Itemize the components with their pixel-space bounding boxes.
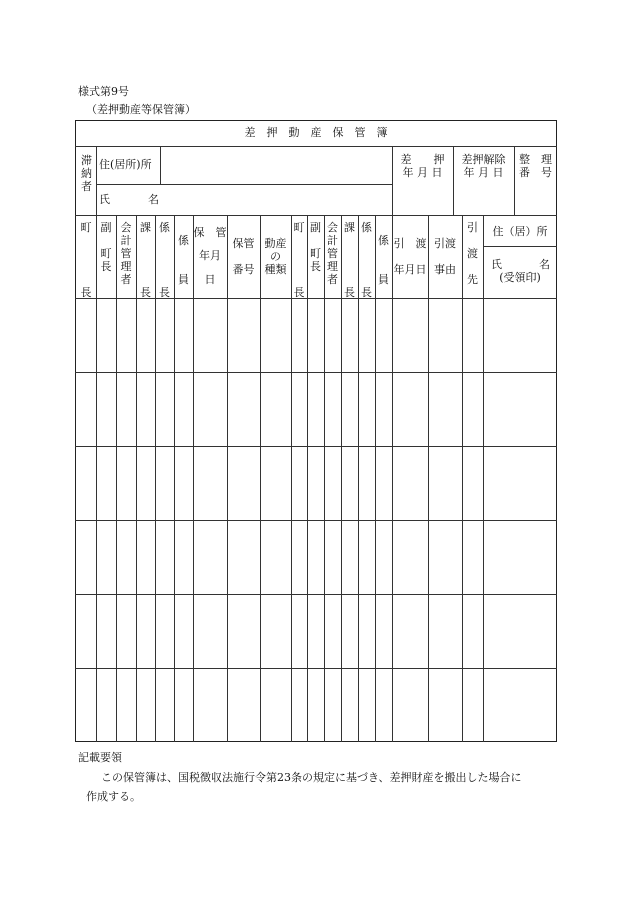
notes-title: 記載要領	[78, 751, 122, 764]
col-section-chief-2: 課 長	[344, 221, 355, 299]
col-receiver-address: 住（居）所	[492, 225, 548, 238]
ref-no-sub: 番 号	[519, 166, 552, 179]
row-divider-2	[75, 446, 557, 447]
col-storage-date-ym: 年月	[199, 249, 221, 262]
delinquent-label: 滞 納 者	[81, 154, 92, 193]
ref-no-label: 整 理	[519, 153, 552, 166]
seizure-date-label: 差 押	[400, 153, 445, 166]
notes-line-1: この保管簿は、国税徴収法施行令第23条の規定に基づき、差押財産を搬出した場合に	[101, 771, 522, 784]
col-receiver-name-right: 名	[539, 258, 550, 271]
col-goods-type: 動産 の 種類	[264, 237, 287, 276]
row-divider-5	[75, 668, 557, 669]
col-line	[375, 215, 376, 742]
col-line	[462, 215, 463, 742]
col-storage-date: 保 管	[193, 226, 227, 239]
col-line	[116, 215, 117, 742]
col-line	[428, 215, 429, 742]
col-line	[174, 215, 175, 742]
col-staff-2: 係 員	[378, 234, 389, 286]
col-handover-date: 引 渡	[393, 237, 427, 250]
col-deputy-mayor-2: 副 町 長	[310, 221, 321, 273]
col-accounting-manager-2: 会 計 管 理 者	[327, 221, 338, 286]
col-line	[193, 215, 194, 742]
col-line	[260, 215, 261, 742]
address-label-divider	[160, 146, 161, 184]
row-divider-4	[75, 594, 557, 595]
col-handover-reason-sub: 事由	[434, 263, 456, 276]
col-line	[392, 215, 393, 742]
col-receiver-seal: (受領印)	[499, 271, 541, 284]
col-line	[227, 215, 228, 742]
col-handover-date-sub: 年月日	[393, 263, 427, 276]
col-section-chief: 課 長	[140, 221, 151, 299]
row-divider-1	[75, 372, 557, 373]
name-label: 氏	[99, 193, 110, 206]
col-mayor: 町 長	[80, 221, 92, 299]
seizure-date-sub: 年 月 日	[402, 166, 443, 179]
notes-line-2: 作成する。	[86, 790, 141, 803]
col-handover-reason: 引渡	[434, 237, 456, 250]
col-line	[324, 215, 325, 742]
col-storage-date-d: 日	[204, 273, 216, 286]
header-block-divider	[75, 215, 557, 216]
col-accounting-manager: 会 計 管 理 者	[120, 221, 132, 286]
address-row-divider	[96, 184, 392, 185]
col-line	[483, 215, 484, 742]
col-subsection-chief-2: 係 長	[361, 221, 372, 299]
release-date-sub: 年 月 日	[463, 166, 504, 179]
name-label-suffix: 名	[148, 193, 159, 206]
col-line	[96, 215, 97, 742]
title-row-divider	[75, 146, 557, 147]
col-handover-to: 引 渡 先	[467, 221, 478, 286]
col-subsection-chief: 係 長	[159, 221, 170, 299]
form-subtitle: （差押動産等保管簿）	[86, 103, 196, 116]
col-staff: 係 員	[178, 234, 189, 286]
ledger-table	[75, 120, 557, 742]
release-date-label: 差押解除	[461, 153, 506, 166]
form-number: 様式第9号	[78, 85, 129, 98]
receiver-address-divider	[483, 246, 557, 247]
row-divider-3	[75, 520, 557, 521]
col-receiver-name-left: 氏	[491, 258, 502, 271]
address-label: 住(居所)所	[99, 158, 152, 171]
col-line	[307, 215, 308, 742]
col-storage-no: 保管 番号	[232, 237, 255, 276]
col-deputy-mayor: 副 町 長	[100, 221, 112, 273]
table-title: 差 押 動 産 保 管 簿	[244, 126, 388, 139]
col-mayor-2: 町 長	[293, 221, 305, 299]
delinquent-divider	[96, 146, 97, 215]
